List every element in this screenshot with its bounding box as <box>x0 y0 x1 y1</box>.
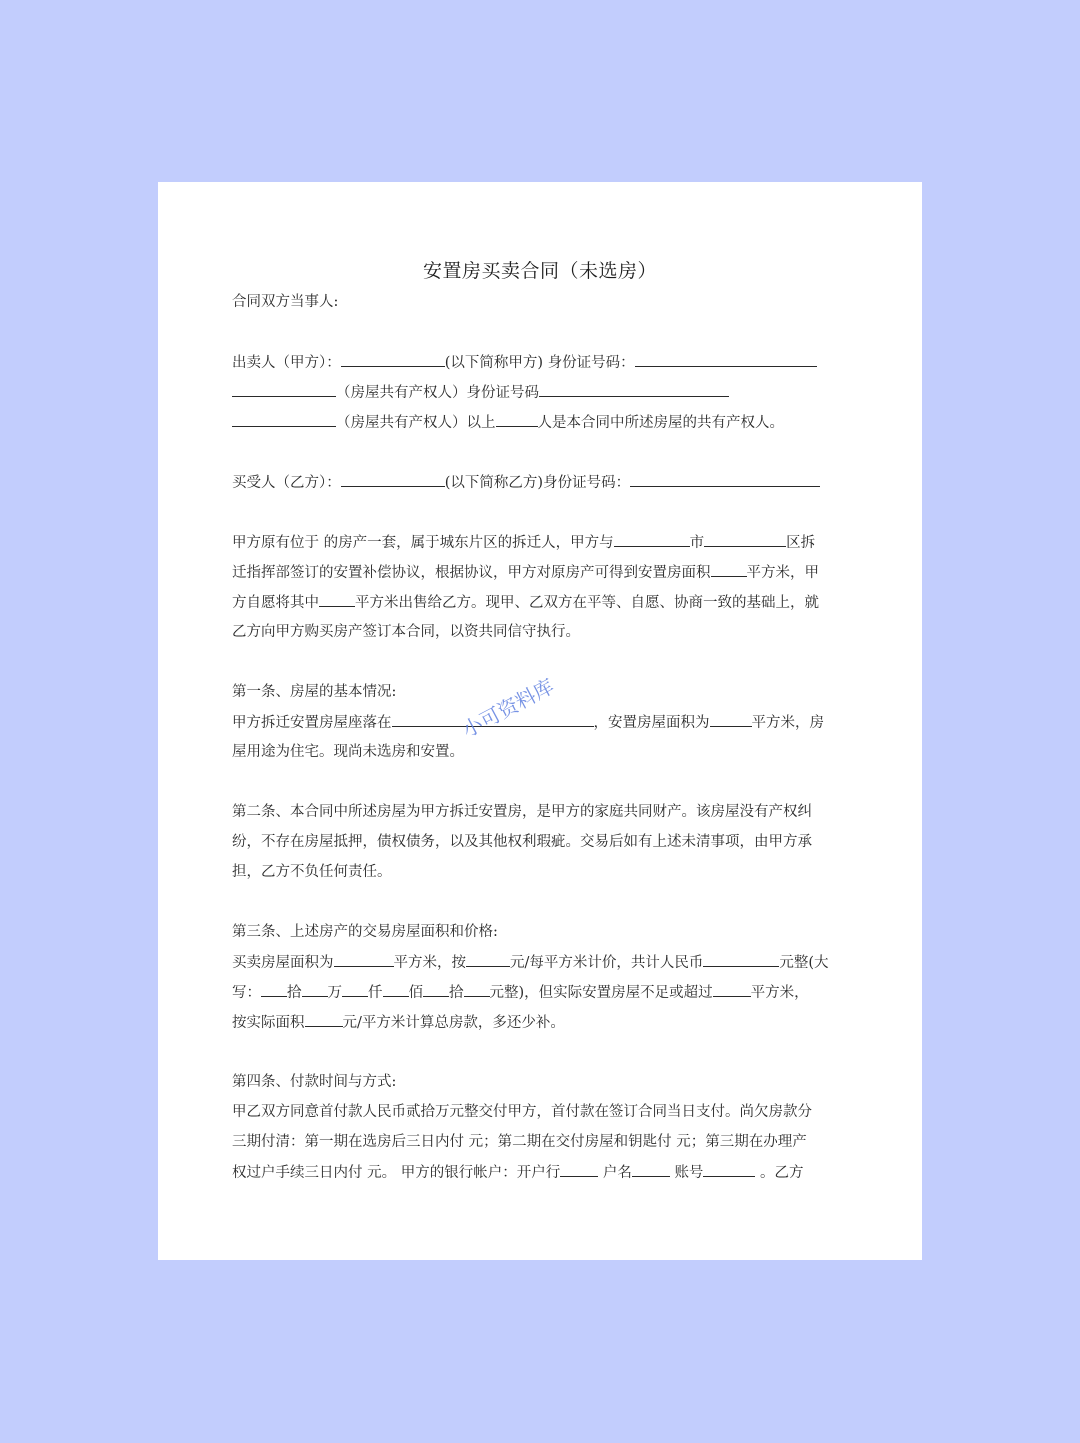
intro-text: 甲方原有位于 的房产一套，属于城东片区的拆迁人，甲方与 <box>232 535 614 551</box>
intro-line-2 <box>232 562 852 582</box>
seller-line <box>232 352 852 372</box>
trade-area-blank <box>334 952 394 967</box>
amount-blank <box>423 982 449 997</box>
article-4-line-2: 三期付清：第一期在选房后三日内付 元；第二期在交付房屋和钥匙付 元；第三期在办理产 <box>232 1134 807 1150</box>
amount-unit: 佰 <box>408 985 423 1001</box>
article-1-text: 平方米，房 <box>751 715 824 731</box>
article-3-text: 平方米， <box>750 985 809 1001</box>
article-3-text: 平方米，按 <box>393 955 466 971</box>
article-1-text: 甲方拆迁安置房屋座落在 <box>232 715 392 731</box>
amount-blank <box>302 982 328 997</box>
adjust-price-blank <box>305 1012 343 1027</box>
intro-line-4: 乙方向甲方购买房产签订本合同，以资共同信守执行。 <box>232 624 580 640</box>
area-diff-blank <box>713 982 751 997</box>
article-3-text: 元/每平方米计价，共计人民币 <box>510 955 704 971</box>
article-1-line-2: 屋用途为住宅。现尚未选房和安置。 <box>232 744 464 760</box>
co-owner-1-name-blank <box>232 382 336 397</box>
sale-area-blank <box>319 592 355 607</box>
amount-blank <box>383 982 409 997</box>
intro-line-3 <box>232 592 852 612</box>
article-2-line-2: 纷，不存在房屋抵押，债权债务，以及其他权利瑕疵。交易后如有上述未清事项，由甲方承 <box>232 834 812 850</box>
co-owner-2-suffix: 人是本合同中所述房屋的共有产权人。 <box>537 415 784 431</box>
amount-blank <box>464 982 490 997</box>
article-3-text: 元整)，但实际安置房屋不足或超过 <box>489 985 713 1001</box>
article-1-text: ，安置房屋面积为 <box>593 715 710 731</box>
article-4-text: 账号 <box>674 1165 704 1181</box>
co-owner-2-line <box>232 412 852 432</box>
article-3-line-3 <box>232 1012 852 1032</box>
account-number-blank <box>703 1162 755 1177</box>
seller-label: 出卖人（甲方）： <box>232 355 341 371</box>
article-3-text: 按实际面积 <box>232 1015 305 1031</box>
parties-heading: 合同双方当事人: <box>232 294 339 310</box>
intro-city-label: 市 <box>689 535 705 551</box>
intro-text: 平方米出售给乙方。现甲、乙双方在平等、自愿、协商一致的基础上，就 <box>355 595 819 611</box>
article-4-heading: 第四条、付款时间与方式: <box>232 1074 397 1090</box>
account-name-blank <box>632 1162 670 1177</box>
bank-blank <box>560 1162 598 1177</box>
article-3-text: 元/平方米计算总房款，多还少补。 <box>342 1015 565 1031</box>
co-owner-1-id-blank <box>539 382 729 397</box>
co-owner-2-label: （房屋共有产权人）以上 <box>336 415 496 431</box>
article-4-text: 。乙方 <box>760 1165 804 1181</box>
article-3-text: 元整(大 <box>779 955 829 971</box>
amount-unit: 万 <box>327 985 342 1001</box>
buyer-line <box>232 472 852 492</box>
article-1-heading: 第一条、房屋的基本情况: <box>232 684 397 700</box>
intro-text: 方自愿将其中 <box>232 595 319 611</box>
intro-text: 平方米，甲 <box>746 565 819 581</box>
article-1-line-1 <box>232 712 852 732</box>
district-blank <box>704 532 786 547</box>
co-owner-2-name-blank <box>232 412 336 427</box>
intro-district-label: 区拆 <box>786 535 816 551</box>
buyer-id-blank <box>630 472 820 487</box>
co-owner-1-label: （房屋共有产权人）身份证号码 <box>336 385 539 401</box>
intro-text: 迁指挥部签订的安置补偿协议，根据协议，甲方对原房产可得到安置房面积 <box>232 565 711 581</box>
document-title: 安置房买卖合同（未选房） <box>422 260 657 282</box>
contract-page <box>158 182 922 1260</box>
article-3-heading: 第三条、上述房产的交易房屋面积和价格: <box>232 924 498 940</box>
buyer-label: 买受人（乙方）： <box>232 475 341 491</box>
article-3-text: 买卖房屋面积为 <box>232 955 334 971</box>
article-4-text: 权过户手续三日内付 元。 甲方的银行帐户：开户行 <box>232 1165 561 1181</box>
amount-unit: 仟 <box>368 985 383 1001</box>
total-price-blank <box>703 952 779 967</box>
article-2-line-1: 第二条、本合同中所述房屋为甲方拆迁安置房，是甲方的家庭共同财产。该房屋没有产权纠 <box>232 804 812 820</box>
seller-id-blank <box>635 352 817 367</box>
amount-blank <box>261 982 287 997</box>
article-4-line-1: 甲乙双方同意首付款人民币贰拾万元整交付甲方，首付款在签订合同当日支付。尚欠房款分 <box>232 1104 812 1120</box>
amount-unit: 拾 <box>449 985 464 1001</box>
buyer-name-blank <box>341 472 445 487</box>
article-2-line-3: 担，乙方不负任何责任。 <box>232 864 392 880</box>
co-owner-1-line <box>232 382 852 402</box>
amount-unit: 拾 <box>287 985 302 1001</box>
resettle-area-blank <box>711 562 747 577</box>
seller-alias: (以下简称甲方) <box>444 355 544 371</box>
watermark-text: 小可资料库 <box>458 673 558 743</box>
city-blank <box>614 532 690 547</box>
article-3-line-1 <box>232 952 852 972</box>
unit-price-blank <box>466 952 510 967</box>
seller-name-blank <box>341 352 445 367</box>
article-4-text: 户名 <box>602 1165 632 1181</box>
article-4-line-3 <box>232 1162 852 1182</box>
article-3-text: 写： <box>232 985 261 1001</box>
co-owner-count-blank <box>496 412 538 427</box>
amount-blank <box>342 982 368 997</box>
seller-id-label: 身份证号码： <box>547 355 635 371</box>
house-area-blank <box>710 712 752 727</box>
intro-line-1 <box>232 532 852 552</box>
buyer-alias-id-label: (以下简称乙方)身份证号码： <box>444 475 631 491</box>
article-3-line-2 <box>232 982 852 1002</box>
